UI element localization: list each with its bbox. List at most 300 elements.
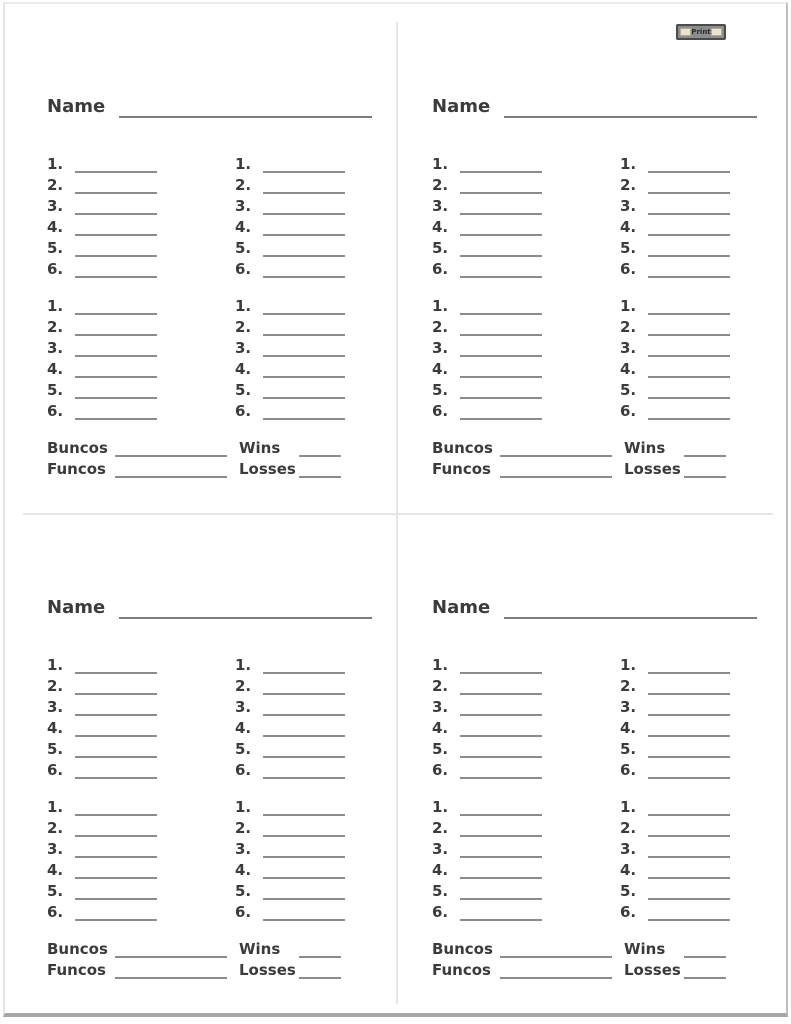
- score-blank-line: [263, 386, 345, 399]
- score-blank-line: [460, 845, 542, 858]
- totals-right-column: [624, 937, 757, 979]
- buncos-label: Buncos: [432, 439, 493, 457]
- score-row: [47, 152, 159, 173]
- score-blank-line: [75, 323, 157, 336]
- score-row: [47, 879, 159, 900]
- score-blank-line: [648, 344, 730, 357]
- score-row: [432, 257, 544, 278]
- row-number: 3.: [620, 698, 637, 716]
- name-row: [47, 593, 372, 619]
- row-number: 2.: [432, 318, 449, 336]
- score-blank-line: [263, 703, 345, 716]
- score-blank-line: [263, 661, 345, 674]
- row-number: 2.: [432, 677, 449, 695]
- row-number: 5.: [432, 882, 449, 900]
- score-row: [620, 236, 732, 257]
- row-number: 5.: [235, 882, 252, 900]
- funcos-blank-line: [500, 465, 612, 478]
- score-blank-line: [263, 202, 345, 215]
- row-number: 2.: [47, 677, 64, 695]
- row-number: 4.: [432, 360, 449, 378]
- row-number: 6.: [235, 903, 252, 921]
- score-blank-line: [263, 244, 345, 257]
- row-number: 3.: [235, 197, 252, 215]
- name-label: Name: [432, 96, 491, 117]
- row-number: 2.: [235, 318, 252, 336]
- funcos-blank-line: [115, 465, 227, 478]
- score-row: [620, 653, 732, 674]
- row-number: 3.: [620, 197, 637, 215]
- score-row: [47, 173, 159, 194]
- score-row: [47, 858, 159, 879]
- row-number: 3.: [235, 698, 252, 716]
- score-row: [47, 795, 159, 816]
- score-row: [432, 152, 544, 173]
- score-row: [235, 653, 347, 674]
- score-row: [432, 716, 544, 737]
- score-card-1: [47, 92, 372, 478]
- score-blank-line: [460, 386, 542, 399]
- score-blank-line: [648, 845, 730, 858]
- score-blank-line: [460, 160, 542, 173]
- row-number: 3.: [47, 339, 64, 357]
- score-blank-line: [648, 202, 730, 215]
- row-number: 4.: [620, 218, 637, 236]
- buncos-blank-line: [115, 444, 227, 457]
- score-blank-line: [460, 703, 542, 716]
- score-row: [47, 900, 159, 921]
- score-row: [620, 336, 732, 357]
- score-blank-line: [75, 160, 157, 173]
- score-row: [432, 194, 544, 215]
- score-blank-line: [75, 386, 157, 399]
- score-row: [47, 758, 159, 779]
- buncos-label: Buncos: [47, 940, 108, 958]
- round-group-1: [432, 653, 757, 779]
- score-row: [432, 378, 544, 399]
- score-blank-line: [460, 407, 542, 420]
- row-number: 4.: [235, 218, 252, 236]
- row-number: 1.: [235, 297, 252, 315]
- score-row: [432, 336, 544, 357]
- score-card-2: [432, 92, 757, 478]
- score-blank-line: [263, 866, 345, 879]
- name-blank-line: [504, 102, 757, 118]
- score-row: [47, 257, 159, 278]
- name-label: Name: [47, 96, 106, 117]
- row-number: 5.: [620, 740, 637, 758]
- row-number: 6.: [235, 761, 252, 779]
- score-row: [620, 357, 732, 378]
- totals-left-column: [47, 937, 239, 979]
- losses-blank-line: [299, 465, 341, 478]
- row-number: 5.: [47, 740, 64, 758]
- print-button-right-segment-icon: [711, 28, 722, 36]
- horizontal-divider: [23, 513, 773, 515]
- name-blank-line: [504, 603, 757, 619]
- score-row: [432, 837, 544, 858]
- name-label: Name: [432, 597, 491, 618]
- score-row: [47, 236, 159, 257]
- round-2-column-1: [432, 795, 544, 921]
- score-row: [235, 837, 347, 858]
- score-row: [432, 653, 544, 674]
- row-number: 3.: [235, 339, 252, 357]
- score-row: [235, 294, 347, 315]
- score-row: [235, 674, 347, 695]
- print-button-label: Print: [691, 28, 711, 36]
- score-row: [432, 294, 544, 315]
- score-row: [235, 879, 347, 900]
- score-card-3: [47, 593, 372, 979]
- totals-right-column: [239, 937, 372, 979]
- wins-blank-line: [299, 444, 341, 457]
- score-row: [235, 315, 347, 336]
- wins-row: [624, 436, 757, 457]
- score-blank-line: [648, 386, 730, 399]
- score-row: [620, 758, 732, 779]
- funcos-blank-line: [115, 966, 227, 979]
- score-row: [47, 315, 159, 336]
- round-2-column-2: [235, 795, 347, 921]
- score-row: [432, 357, 544, 378]
- score-row: [620, 315, 732, 336]
- score-blank-line: [263, 181, 345, 194]
- score-blank-line: [263, 323, 345, 336]
- score-blank-line: [648, 866, 730, 879]
- row-number: 3.: [432, 339, 449, 357]
- score-row: [620, 795, 732, 816]
- row-number: 4.: [432, 719, 449, 737]
- score-row: [235, 737, 347, 758]
- score-blank-line: [75, 661, 157, 674]
- score-blank-line: [75, 407, 157, 420]
- score-row: [432, 758, 544, 779]
- score-blank-line: [648, 803, 730, 816]
- losses-row: [239, 958, 372, 979]
- row-number: 6.: [432, 761, 449, 779]
- round-group-2: [432, 795, 757, 921]
- row-number: 2.: [432, 176, 449, 194]
- round-1-column-2: [620, 653, 732, 779]
- score-blank-line: [648, 244, 730, 257]
- score-row: [620, 674, 732, 695]
- score-blank-line: [460, 724, 542, 737]
- name-row: [432, 92, 757, 118]
- score-row: [432, 879, 544, 900]
- totals-left-column: [47, 436, 239, 478]
- score-blank-line: [75, 265, 157, 278]
- score-row: [620, 257, 732, 278]
- score-blank-line: [75, 244, 157, 257]
- score-blank-line: [75, 824, 157, 837]
- round-1-column-1: [432, 152, 544, 278]
- row-number: 6.: [235, 402, 252, 420]
- row-number: 3.: [432, 197, 449, 215]
- score-blank-line: [460, 181, 542, 194]
- losses-row: [624, 457, 757, 478]
- row-number: 6.: [235, 260, 252, 278]
- round-1-column-2: [235, 152, 347, 278]
- score-row: [235, 357, 347, 378]
- round-2-column-2: [235, 294, 347, 420]
- score-row: [47, 194, 159, 215]
- score-blank-line: [75, 803, 157, 816]
- score-row: [235, 336, 347, 357]
- score-blank-line: [75, 845, 157, 858]
- score-row: [47, 674, 159, 695]
- score-row: [620, 173, 732, 194]
- score-blank-line: [648, 265, 730, 278]
- score-blank-line: [263, 160, 345, 173]
- score-blank-line: [648, 908, 730, 921]
- row-number: 5.: [47, 882, 64, 900]
- row-number: 5.: [235, 740, 252, 758]
- name-row: [47, 92, 372, 118]
- round-2-column-2: [620, 294, 732, 420]
- row-number: 4.: [47, 861, 64, 879]
- row-number: 6.: [432, 903, 449, 921]
- row-number: 5.: [620, 381, 637, 399]
- score-blank-line: [460, 244, 542, 257]
- funcos-row: [47, 958, 239, 979]
- score-blank-line: [263, 302, 345, 315]
- round-group-1: [47, 152, 372, 278]
- score-row: [47, 336, 159, 357]
- score-blank-line: [648, 724, 730, 737]
- row-number: 6.: [47, 761, 64, 779]
- score-row: [620, 695, 732, 716]
- score-row: [432, 900, 544, 921]
- wins-row: [624, 937, 757, 958]
- row-number: 2.: [620, 318, 637, 336]
- score-row: [47, 399, 159, 420]
- row-number: 2.: [47, 176, 64, 194]
- row-number: 4.: [47, 360, 64, 378]
- row-number: 1.: [620, 297, 637, 315]
- score-blank-line: [460, 202, 542, 215]
- score-blank-line: [648, 703, 730, 716]
- row-number: 4.: [432, 218, 449, 236]
- score-blank-line: [460, 682, 542, 695]
- buncos-blank-line: [500, 444, 612, 457]
- row-number: 6.: [432, 260, 449, 278]
- row-number: 1.: [235, 798, 252, 816]
- round-2-column-2: [620, 795, 732, 921]
- funcos-row: [47, 457, 239, 478]
- row-number: 6.: [620, 260, 637, 278]
- row-number: 1.: [235, 155, 252, 173]
- buncos-row: [47, 937, 239, 958]
- row-number: 2.: [432, 819, 449, 837]
- row-number: 5.: [432, 381, 449, 399]
- score-blank-line: [460, 803, 542, 816]
- row-number: 2.: [235, 176, 252, 194]
- score-row: [47, 294, 159, 315]
- score-row: [620, 152, 732, 173]
- funcos-label: Funcos: [47, 460, 106, 478]
- round-1-column-1: [432, 653, 544, 779]
- row-number: 1.: [47, 155, 64, 173]
- score-row: [235, 399, 347, 420]
- score-blank-line: [75, 866, 157, 879]
- score-row: [432, 816, 544, 837]
- score-blank-line: [648, 407, 730, 420]
- score-blank-line: [460, 908, 542, 921]
- score-blank-line: [460, 766, 542, 779]
- score-blank-line: [75, 682, 157, 695]
- score-blank-line: [263, 724, 345, 737]
- losses-blank-line: [684, 465, 726, 478]
- totals-left-column: [432, 436, 624, 478]
- funcos-blank-line: [500, 966, 612, 979]
- score-row: [620, 716, 732, 737]
- score-row: [432, 695, 544, 716]
- score-blank-line: [75, 365, 157, 378]
- score-row: [235, 900, 347, 921]
- losses-label: Losses: [624, 460, 681, 478]
- row-number: 1.: [432, 656, 449, 674]
- score-row: [620, 858, 732, 879]
- round-1-column-1: [47, 653, 159, 779]
- round-group-2: [47, 294, 372, 420]
- funcos-label: Funcos: [432, 460, 491, 478]
- score-blank-line: [460, 745, 542, 758]
- row-number: 5.: [235, 239, 252, 257]
- row-number: 6.: [47, 402, 64, 420]
- funcos-row: [432, 457, 624, 478]
- score-row: [235, 215, 347, 236]
- print-button[interactable]: [676, 24, 726, 40]
- row-number: 1.: [620, 155, 637, 173]
- score-blank-line: [648, 661, 730, 674]
- row-number: 6.: [620, 903, 637, 921]
- row-number: 3.: [620, 339, 637, 357]
- row-number: 2.: [235, 677, 252, 695]
- score-row: [432, 173, 544, 194]
- score-row: [432, 674, 544, 695]
- score-row: [235, 816, 347, 837]
- score-row: [47, 357, 159, 378]
- score-row: [620, 816, 732, 837]
- row-number: 1.: [47, 297, 64, 315]
- row-number: 1.: [432, 798, 449, 816]
- funcos-label: Funcos: [432, 961, 491, 979]
- wins-label: Wins: [624, 439, 666, 457]
- score-blank-line: [648, 745, 730, 758]
- row-number: 1.: [620, 656, 637, 674]
- totals-row: [432, 937, 757, 979]
- round-1-column-1: [47, 152, 159, 278]
- row-number: 6.: [47, 903, 64, 921]
- row-number: 3.: [620, 840, 637, 858]
- losses-blank-line: [299, 966, 341, 979]
- row-number: 1.: [235, 656, 252, 674]
- score-blank-line: [460, 887, 542, 900]
- score-blank-line: [263, 365, 345, 378]
- score-blank-line: [648, 824, 730, 837]
- score-row: [432, 737, 544, 758]
- score-row: [432, 795, 544, 816]
- score-row: [620, 879, 732, 900]
- score-row: [620, 837, 732, 858]
- row-number: 5.: [620, 882, 637, 900]
- score-blank-line: [648, 682, 730, 695]
- row-number: 2.: [47, 318, 64, 336]
- row-number: 1.: [620, 798, 637, 816]
- score-blank-line: [75, 724, 157, 737]
- row-number: 4.: [432, 861, 449, 879]
- row-number: 3.: [47, 840, 64, 858]
- round-2-column-1: [432, 294, 544, 420]
- score-blank-line: [460, 323, 542, 336]
- name-label: Name: [47, 597, 106, 618]
- row-number: 6.: [620, 761, 637, 779]
- name-blank-line: [119, 102, 372, 118]
- score-blank-line: [648, 302, 730, 315]
- row-number: 4.: [235, 861, 252, 879]
- wins-label: Wins: [624, 940, 666, 958]
- score-row: [47, 215, 159, 236]
- score-blank-line: [460, 265, 542, 278]
- round-group-1: [47, 653, 372, 779]
- score-row: [235, 378, 347, 399]
- round-group-2: [47, 795, 372, 921]
- score-blank-line: [460, 866, 542, 879]
- score-blank-line: [263, 682, 345, 695]
- wins-row: [239, 436, 372, 457]
- row-number: 2.: [620, 677, 637, 695]
- score-blank-line: [75, 703, 157, 716]
- losses-label: Losses: [624, 961, 681, 979]
- round-group-1: [432, 152, 757, 278]
- row-number: 1.: [432, 297, 449, 315]
- buncos-blank-line: [500, 945, 612, 958]
- score-row: [235, 236, 347, 257]
- round-2-column-1: [47, 795, 159, 921]
- row-number: 1.: [432, 155, 449, 173]
- score-row: [620, 399, 732, 420]
- score-blank-line: [460, 223, 542, 236]
- score-blank-line: [460, 302, 542, 315]
- score-row: [620, 294, 732, 315]
- score-blank-line: [263, 265, 345, 278]
- score-row: [620, 194, 732, 215]
- score-row: [235, 257, 347, 278]
- row-number: 5.: [47, 381, 64, 399]
- row-number: 4.: [47, 218, 64, 236]
- losses-row: [239, 457, 372, 478]
- row-number: 5.: [235, 381, 252, 399]
- score-row: [432, 399, 544, 420]
- row-number: 2.: [235, 819, 252, 837]
- row-number: 4.: [235, 719, 252, 737]
- score-row: [620, 378, 732, 399]
- wins-row: [239, 937, 372, 958]
- score-blank-line: [648, 181, 730, 194]
- score-blank-line: [263, 745, 345, 758]
- score-blank-line: [648, 766, 730, 779]
- score-blank-line: [648, 160, 730, 173]
- score-sheet-page: [3, 2, 788, 1017]
- score-blank-line: [263, 845, 345, 858]
- score-blank-line: [75, 344, 157, 357]
- round-group-2: [432, 294, 757, 420]
- score-blank-line: [75, 302, 157, 315]
- totals-row: [432, 436, 757, 478]
- row-number: 4.: [620, 861, 637, 879]
- score-row: [620, 900, 732, 921]
